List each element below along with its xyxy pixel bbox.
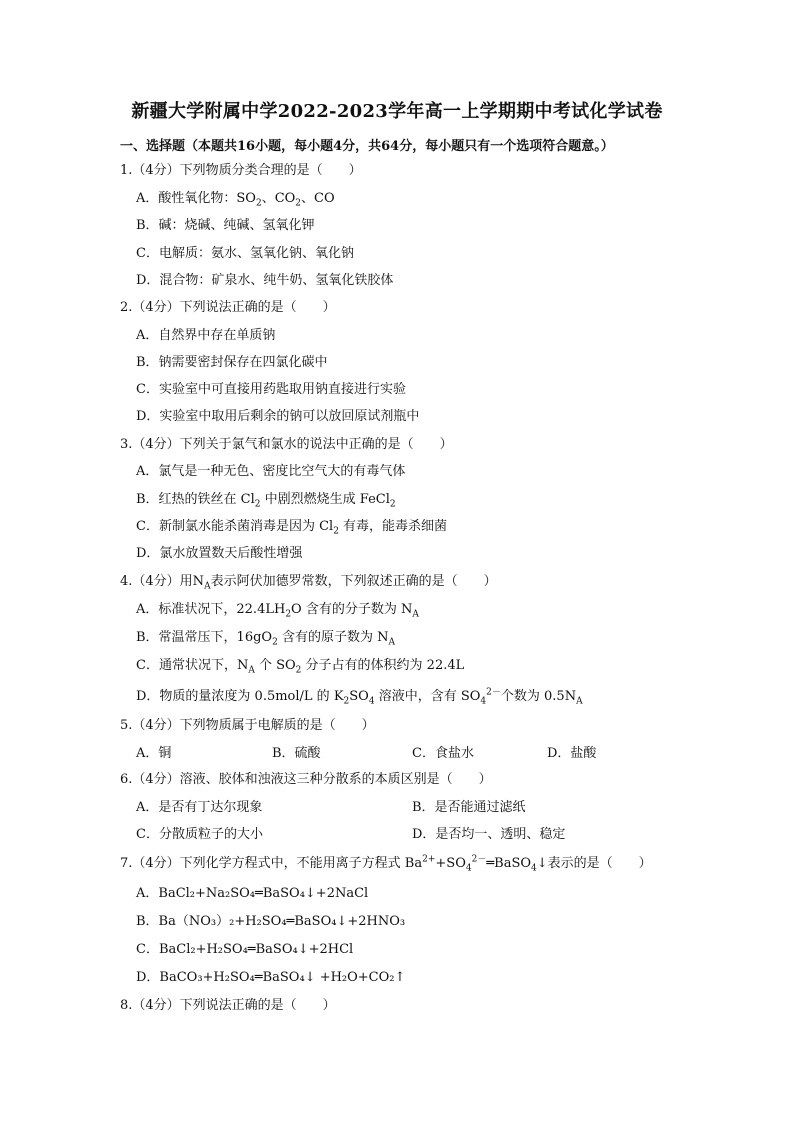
- question-5-option-b: B．硫酸: [272, 746, 321, 761]
- question-6-option-d: D．是否均一、透明、稳定: [412, 827, 566, 842]
- question-4-option-c: C．通常状况下，$N_A$ 个 $SO_2$ 分子占有的体积约为 22.4L: [136, 658, 465, 676]
- question-3-option-b: B．红热的铁丝在 $Cl_2$ 中剧烈燃烧生成 FeCl$_2$: [136, 492, 396, 510]
- question-2-option-c: C．实验室中可直接用药匙取用钠直接进行实验: [136, 382, 406, 397]
- section-heading: 一、选择题（本题共16小题，每小题4分，共64分，每小题只有一个选项符合题意。）: [120, 139, 614, 154]
- question-7-stem: 7.（4分）下列化学方程式中，不能用离子方程式 $Ba^{2+}+SO_4^{2-}═BaSO_4↓$表示的是（ ）: [120, 854, 652, 874]
- question-2-stem: 2.（4分）下列说法正确的是（ ）: [120, 300, 336, 315]
- question-1-option-c: C．电解质：氨水、氢氧化钠、氧化钠: [136, 246, 354, 261]
- question-3-stem: 3.（4分）下列关于氯气和氯水的说法中正确的是（ ）: [120, 437, 453, 452]
- question-7-option-a: A．BaCl₂+Na₂SO₄═BaSO₄↓+2NaCl: [136, 886, 369, 901]
- question-6-stem: 6.（4分）溶液、胶体和浊液这三种分散系的本质区别是（ ）: [120, 772, 492, 787]
- question-2-option-b: B．钠需要密封保存在四氯化碳中: [136, 355, 328, 370]
- question-3-option-a: A．氯气是一种无色、密度比空气大的有毒气体: [136, 464, 406, 479]
- question-5-stem: 5.（4分）下列物质属于电解质的是（ ）: [120, 718, 375, 733]
- question-6-option-c: C．分散质粒子的大小: [136, 827, 263, 842]
- question-5-option-c: C．食盐水: [412, 746, 474, 761]
- question-1-option-a: A．酸性氧化物：$SO_2$、$CO_2$、CO: [136, 191, 335, 209]
- question-4-option-b: B．常温常压下，$16gO_2$ 含有的原子数为 $N_A$: [136, 630, 395, 648]
- question-1-stem: 1.（4分）下列物质分类合理的是（ ）: [120, 163, 362, 178]
- question-8-stem: 8.（4分）下列说法正确的是（ ）: [120, 998, 336, 1013]
- question-6-option-b: B．是否能通过滤纸: [412, 800, 526, 815]
- question-1-option-b: B．碱：烧碱、纯碱、氢氧化钾: [136, 218, 315, 233]
- question-3-option-d: D．氯水放置数天后酸性增强: [136, 546, 303, 561]
- question-7-option-d: D．BaCO₃+H₂SO₄═BaSO₄↓ +H₂O+CO₂↑: [136, 970, 406, 985]
- question-4-option-d: D．物质的量浓度为 0.5mol/L 的 $K_2SO_4$ 溶液中，含有 $SO_4^{2-}$个数为 $0.5N_A$: [136, 687, 583, 707]
- question-4-stem: 4.（4分）用$N_A$表示阿伏加德罗常数，下列叙述正确的是（ ）: [120, 574, 497, 592]
- question-5-option-a: A．铜: [136, 746, 172, 761]
- question-2-option-a: A．自然界中存在单质钠: [136, 328, 276, 343]
- question-3-option-c: C．新制氯水能杀菌消毒是因为 $Cl_2$ 有毒，能毒杀细菌: [136, 519, 448, 537]
- question-4-option-a: A．标准状况下，$22.4LH_2O$ 含有的分子数为 $N_A$: [136, 602, 419, 620]
- question-1-option-d: D．混合物：矿泉水、纯牛奶、氢氧化铁胶体: [136, 273, 394, 288]
- question-2-option-d: D．实验室中取用后剩余的钠可以放回原试剂瓶中: [136, 409, 420, 424]
- question-5-option-d: D．盐酸: [547, 746, 597, 761]
- question-7-option-c: C．BaCl₂+H₂SO₄═BaSO₄↓+2HCl: [136, 942, 354, 957]
- question-6-option-a: A．是否有丁达尔现象: [136, 800, 263, 815]
- question-7-option-b: B．Ba（NO₃）₂+H₂SO₄═BaSO₄↓+2HNO₃: [136, 914, 406, 929]
- page-title: 新疆大学附属中学2022-2023学年高一上学期期中考试化学试卷: [131, 101, 663, 122]
